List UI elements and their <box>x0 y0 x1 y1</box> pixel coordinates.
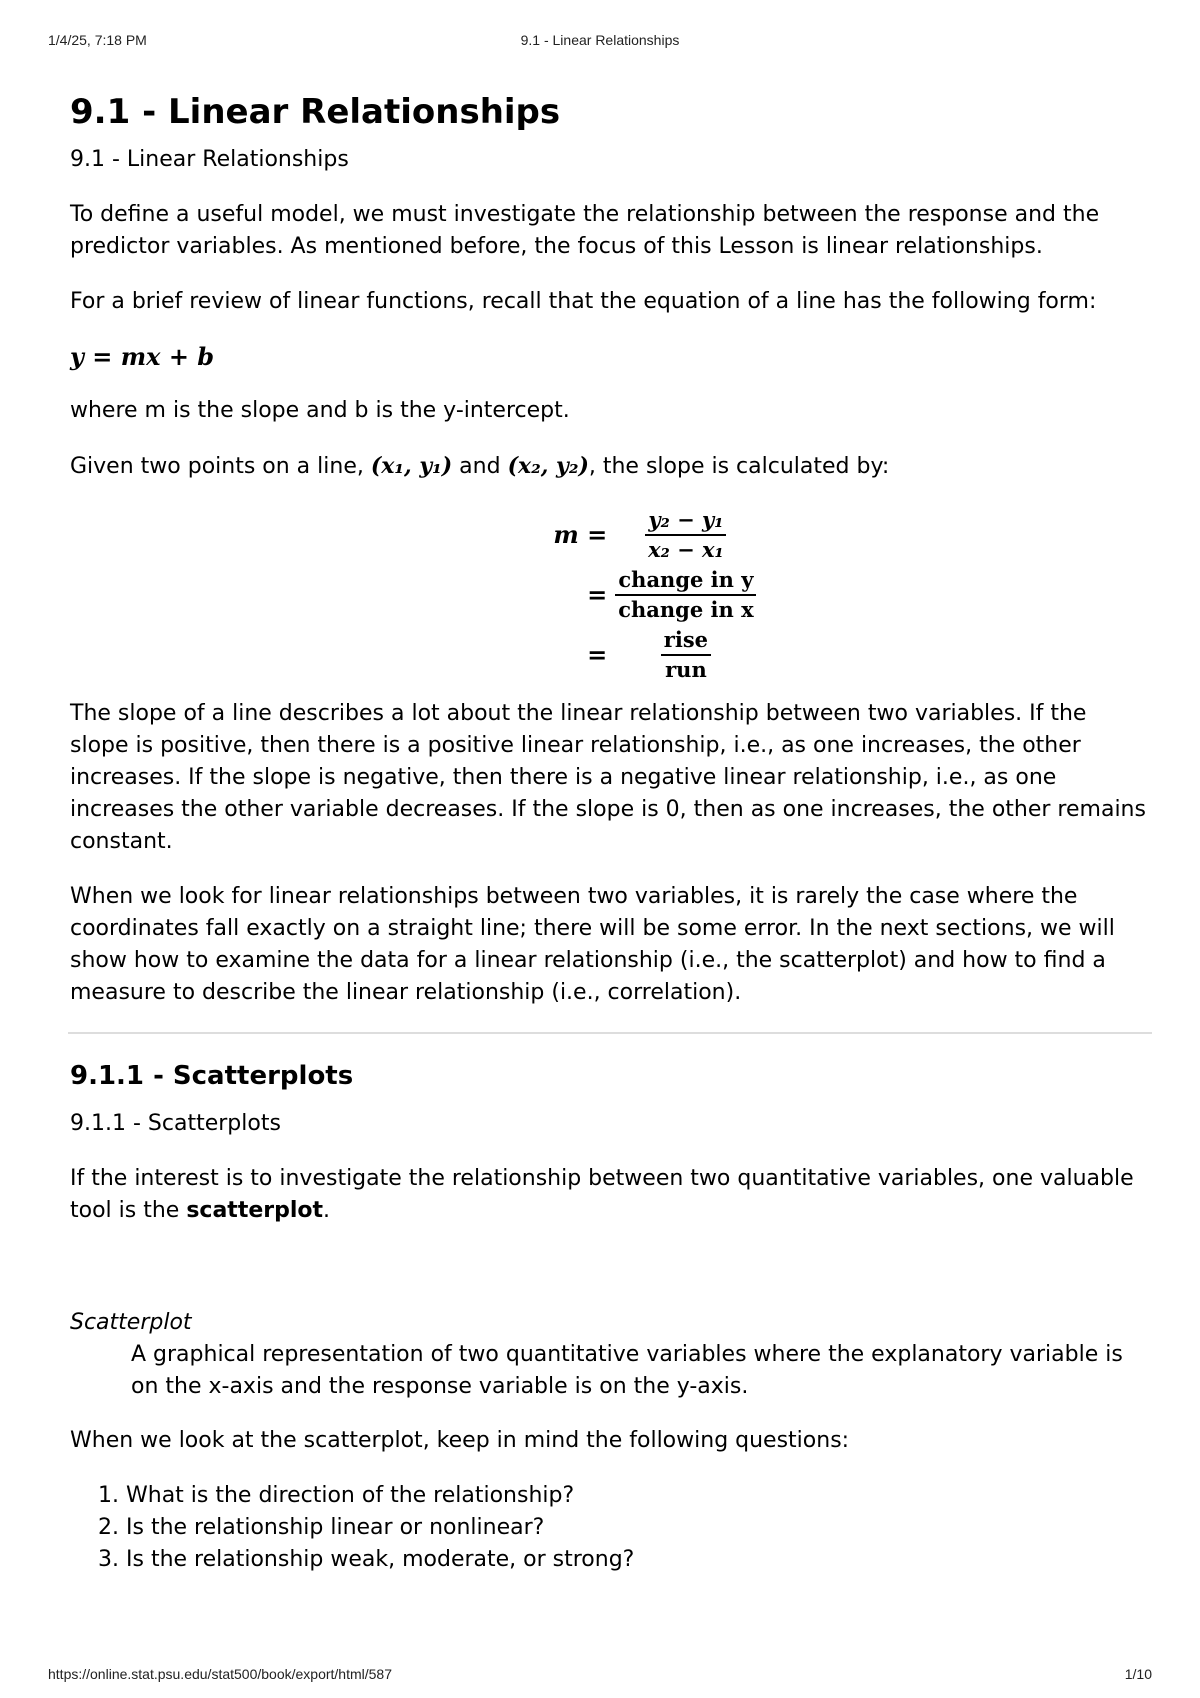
print-url: https://online.stat.psu.edu/stat500/book/export/html/587 <box>48 1666 392 1682</box>
print-header <box>48 32 1152 52</box>
questions-list <box>70 1480 1150 1576</box>
scatterplot-definition <box>70 1307 1150 1403</box>
page-number: 1/10 <box>1124 1666 1152 1682</box>
definition-term: Scatterplot <box>70 1310 192 1335</box>
list-item: 2. Is the relationship linear or nonlinear? <box>126 1512 1150 1544</box>
fraction-denominator: run <box>665 657 707 682</box>
section-subheading: 9.1 - Linear Relationships <box>70 147 349 172</box>
slope-formula <box>70 506 1150 684</box>
fraction-numerator: change in y <box>615 566 756 596</box>
section-subheading: 9.1.1 - Scatterplots <box>70 1111 281 1136</box>
fraction-denominator: change in x <box>618 597 754 622</box>
slope-fraction-change <box>615 566 756 624</box>
equals-sign: = <box>587 580 608 609</box>
definition-text: A graphical representation of two quantitative variables where the explanatory variable is on the x-axis and the response variable is on the y-axis. <box>131 1342 1123 1399</box>
slope-intercept-paragraph: where m is the slope and b is the y-intercept. <box>70 398 570 423</box>
list-item: 3. Is the relationship weak, moderate, or strong? <box>126 1544 1150 1576</box>
scatterplot-intro-paragraph <box>70 1163 1150 1227</box>
list-item: 1. What is the direction of the relationship? <box>126 1480 1150 1512</box>
document-body <box>70 88 1150 1576</box>
page-title: 9.1 - Linear Relationships <box>70 92 561 132</box>
point-one: (x₁, y₁) <box>370 453 453 479</box>
two-points-text-start: Given two points on a line, <box>70 454 371 479</box>
intro-paragraph: To define a useful model, we must investigate the relationship between the response and the predictor variables. As mentioned before, the focus of this Lesson is linear relationships. <box>70 202 1100 259</box>
two-points-paragraph <box>70 450 1150 483</box>
two-points-text-and: and <box>452 454 508 479</box>
fraction-denominator: x₂ − x₁ <box>648 537 724 562</box>
fraction-numerator: y₂ − y₁ <box>645 506 726 536</box>
print-datetime: 1/4/25, 7:18 PM <box>48 32 147 48</box>
slope-formula-lhs: m = <box>553 520 608 549</box>
two-points-text-end: , the slope is calculated by: <box>588 454 890 479</box>
scatterplot-intro-text: If the interest is to investigate the relationship between two quantitative variables, one valuable tool is the <box>70 1166 1134 1223</box>
fraction-numerator: rise <box>661 626 711 656</box>
slope-fraction-points <box>615 506 756 564</box>
slope-meaning-paragraph: The slope of a line describes a lot about the linear relationship between two variables. If the slope is positive, then there is a positive linear relationship, i.e., as one increases, the other increases. If the slope is negative, then there is a negative linear relationship, i.e., as one increases the other variable decreases. If the slope is 0, then as one increases, the other remains constant. <box>70 701 1146 854</box>
linear-function-review-paragraph: For a brief review of linear functions, recall that the equation of a line has the following form: <box>70 289 1097 314</box>
print-page-title: 9.1 - Linear Relationships <box>520 32 680 48</box>
section-divider <box>68 1032 1152 1034</box>
point-two: (x₂, y₂) <box>507 453 589 479</box>
scatterplot-intro-end: . <box>323 1198 331 1223</box>
scatterplot-term: scatterplot <box>186 1198 324 1223</box>
print-footer <box>48 1666 1152 1686</box>
line-equation: y = mx + b <box>70 342 215 371</box>
questions-intro-paragraph: When we look at the scatterplot, keep in mind the following questions: <box>70 1428 850 1453</box>
error-paragraph: When we look for linear relationships between two variables, it is rarely the case where the coordinates fall exactly on a straight line; there will be some error. In the next sections, we will show how to examine the data for a linear relationship (i.e., the scatterplot) and how to find a measure to describe the linear relationship (i.e., correlation). <box>70 884 1115 1005</box>
section-title: 9.1.1 - Scatterplots <box>70 1061 354 1091</box>
slope-fraction-rise-run <box>615 626 756 684</box>
equals-sign: = <box>587 640 608 669</box>
